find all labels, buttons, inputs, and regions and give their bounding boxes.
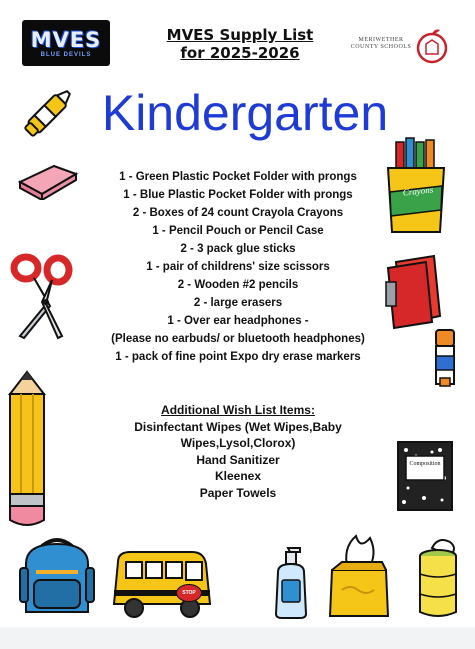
- list-item: 1 - Green Plastic Pocket Folder with prongs: [119, 171, 357, 183]
- district-logo-line-2: COUNTY SCHOOLS: [350, 44, 412, 50]
- list-item: Disinfectant Wipes (Wet Wipes,Baby: [134, 419, 342, 434]
- school-bus-icon: [108, 548, 214, 620]
- wish-list: [100, 402, 376, 501]
- list-item: 1 - pair of childrens' size scissors: [146, 261, 330, 273]
- title-line-1: MVES Supply List: [166, 26, 314, 44]
- district-logo-line-1: MERIWETHER: [358, 37, 404, 43]
- grade-heading: Kindergarten: [101, 85, 389, 141]
- list-item: Hand Sanitizer: [196, 452, 280, 467]
- list-item: 2 - Wooden #2 pencils: [177, 279, 299, 291]
- mves-logo-subtext: BLUE DEVILS: [40, 51, 92, 58]
- list-item: Paper Towels: [199, 485, 277, 500]
- crayons-box-label: Crayons: [402, 184, 434, 198]
- stop-sign: STOP: [176, 584, 202, 602]
- district-logo-text: [350, 37, 412, 51]
- scissors-icon: [8, 252, 80, 340]
- pencil-icon: [6, 370, 48, 530]
- mves-logo-text: MVES: [30, 27, 102, 52]
- folder-icon: [382, 252, 444, 330]
- list-item: 1 - pack of fine point Expo dry erase markers: [115, 351, 361, 363]
- mves-logo: [22, 20, 110, 66]
- list-item: Kleenex: [214, 469, 262, 483]
- disinfectant-wipes-icon: [410, 534, 470, 620]
- list-item: 1 - Blue Plastic Pocket Folder with prongs: [123, 189, 353, 201]
- page-title: [150, 26, 330, 62]
- supply-list: [88, 168, 388, 366]
- notebook-label: Composition: [409, 461, 441, 467]
- list-item: 2 - Boxes of 24 count Crayola Crayons: [132, 207, 344, 219]
- title-line-2: for 2025-2026: [180, 44, 300, 62]
- wish-list-title: Additional Wish List Items:: [161, 403, 315, 417]
- tissue-box-icon: [326, 530, 392, 618]
- hand-sanitizer-icon: [270, 546, 312, 620]
- list-item: 1 - Pencil Pouch or Pencil Case: [152, 225, 324, 237]
- notebook-icon: [394, 438, 456, 514]
- marker-icon: [18, 80, 82, 142]
- eraser-icon: [14, 160, 82, 200]
- list-item: 2 - 3 pack glue sticks: [180, 243, 296, 255]
- list-item: 1 - Over ear headphones -: [167, 315, 309, 327]
- wish-list-items: [100, 419, 376, 502]
- apple-icon: [412, 26, 452, 66]
- list-item: Wipes,Lysol,Clorox): [180, 436, 296, 450]
- list-item: 2 - large erasers: [193, 297, 283, 309]
- backpack-icon: [16, 534, 98, 618]
- glue-stick-icon: [430, 328, 460, 388]
- list-item: (Please no earbuds/ or bluetooth headphones): [111, 333, 365, 345]
